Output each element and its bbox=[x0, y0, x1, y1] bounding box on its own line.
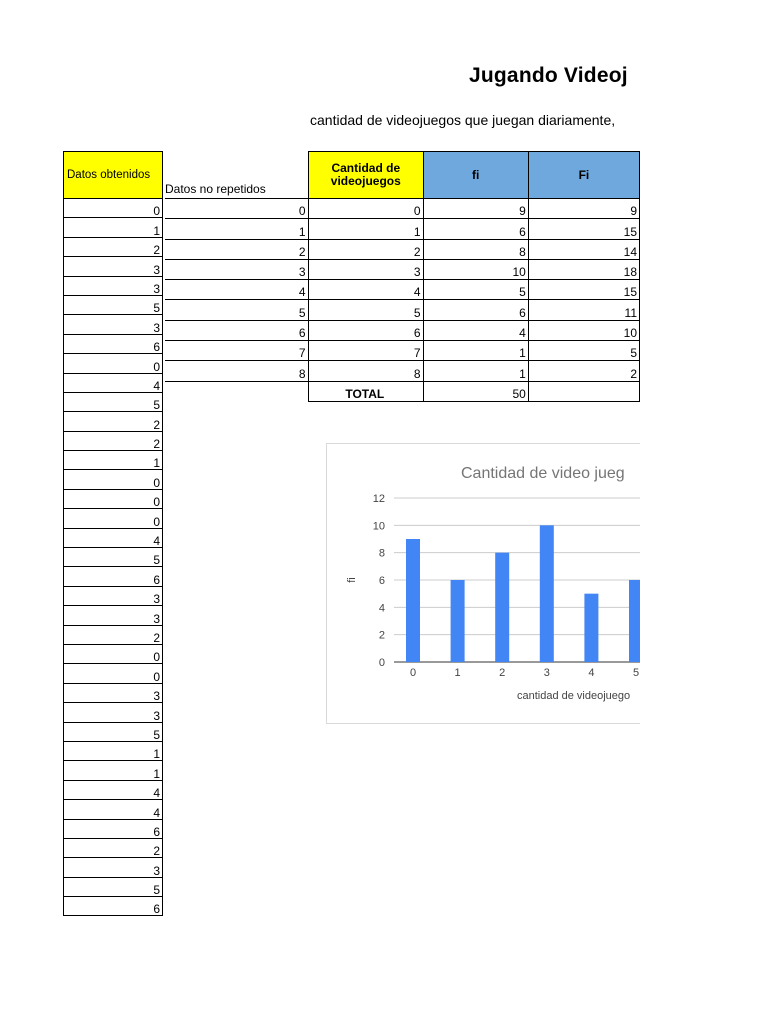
bar bbox=[406, 539, 420, 662]
freq-fi-cell[interactable]: 9 bbox=[423, 199, 528, 219]
datos-obtenidos-cell[interactable]: 3 bbox=[64, 858, 163, 877]
x-tick-label: 4 bbox=[588, 667, 595, 679]
datos-obtenidos-cell[interactable]: 3 bbox=[64, 606, 163, 625]
datos-obtenidos-cell[interactable]: 1 bbox=[64, 218, 163, 237]
datos-obtenidos-column bbox=[63, 151, 163, 916]
datos-obtenidos-cell[interactable]: 6 bbox=[64, 334, 163, 353]
freq-fi-cell[interactable]: 10 bbox=[423, 259, 528, 279]
freq-x-cell[interactable]: 5 bbox=[309, 300, 424, 320]
freq-Fi-cell[interactable]: 15 bbox=[528, 219, 639, 239]
datos-no-repetidos-cell[interactable]: 5 bbox=[165, 300, 308, 320]
freq-Fi-cell[interactable]: 9 bbox=[528, 199, 639, 219]
datos-no-repetidos-cell[interactable]: 8 bbox=[165, 361, 308, 381]
datos-obtenidos-cell[interactable]: 0 bbox=[64, 199, 163, 218]
page-subtitle: cantidad de videojuegos que juegan diariamente, bbox=[310, 112, 616, 128]
freq-row bbox=[309, 280, 640, 300]
datos-obtenidos-cell[interactable]: 0 bbox=[64, 644, 163, 663]
datos-obtenidos-cell[interactable]: 1 bbox=[64, 451, 163, 470]
x-tick-label: 2 bbox=[499, 667, 506, 679]
datos-obtenidos-cell[interactable]: 1 bbox=[64, 741, 163, 760]
total-value[interactable]: 50 bbox=[423, 381, 528, 401]
freq-row bbox=[309, 320, 640, 340]
chart-title: Cantidad de video jueg bbox=[461, 465, 625, 482]
freq-row bbox=[309, 219, 640, 239]
cantidad-header[interactable] bbox=[309, 152, 424, 199]
total-empty-cell[interactable] bbox=[528, 381, 639, 401]
datos-obtenidos-cell[interactable]: 5 bbox=[64, 877, 163, 896]
freq-x-cell[interactable]: 7 bbox=[309, 341, 424, 361]
datos-obtenidos-cell[interactable]: 3 bbox=[64, 683, 163, 702]
datos-obtenidos-cell[interactable]: 4 bbox=[64, 528, 163, 547]
y-tick-label: 2 bbox=[378, 629, 385, 642]
freq-Fi-cell[interactable]: 15 bbox=[528, 280, 639, 300]
datos-no-repetidos-header[interactable]: Datos no repetidos bbox=[165, 182, 266, 196]
datos-obtenidos-cell[interactable]: 0 bbox=[64, 470, 163, 489]
datos-obtenidos-cell[interactable]: 2 bbox=[64, 431, 163, 450]
bar-chart[interactable] bbox=[326, 443, 640, 724]
chart-svg bbox=[327, 444, 640, 723]
x-tick-label: 5 bbox=[632, 667, 640, 679]
freq-x-cell[interactable]: 4 bbox=[309, 280, 424, 300]
freq-fi-cell[interactable]: 8 bbox=[423, 239, 528, 259]
datos-obtenidos-cell[interactable]: 4 bbox=[64, 780, 163, 799]
datos-obtenidos-cell[interactable]: 5 bbox=[64, 295, 163, 314]
y-tick-label: 8 bbox=[378, 547, 385, 560]
datos-obtenidos-cell[interactable]: 3 bbox=[64, 276, 163, 295]
datos-obtenidos-cell[interactable]: 1 bbox=[64, 761, 163, 780]
datos-no-repetidos-cell[interactable]: 6 bbox=[165, 320, 308, 340]
freq-x-cell[interactable]: 6 bbox=[309, 320, 424, 340]
page-title: Jugando Videoj bbox=[469, 64, 628, 87]
x-tick-label: 0 bbox=[409, 667, 417, 679]
freq-row bbox=[309, 239, 640, 259]
y-tick-label: 0 bbox=[378, 657, 385, 669]
freq-x-cell[interactable]: 1 bbox=[309, 219, 424, 239]
datos-obtenidos-cell[interactable]: 0 bbox=[64, 489, 163, 508]
bar bbox=[629, 580, 640, 662]
datos-obtenidos-cell[interactable]: 6 bbox=[64, 819, 163, 838]
datos-obtenidos-cell[interactable]: 5 bbox=[64, 392, 163, 411]
freq-x-cell[interactable]: 3 bbox=[309, 259, 424, 279]
x-axis-label: cantidad de videojuego bbox=[517, 690, 631, 702]
freq-fi-cell[interactable]: 5 bbox=[423, 280, 528, 300]
freq-x-cell[interactable]: 8 bbox=[309, 361, 424, 381]
bar bbox=[451, 580, 465, 662]
datos-obtenidos-cell[interactable]: 3 bbox=[64, 586, 163, 605]
datos-obtenidos-cell[interactable]: 0 bbox=[64, 509, 163, 528]
datos-obtenidos-cell[interactable]: 2 bbox=[64, 625, 163, 644]
freq-fi-cell[interactable]: 6 bbox=[423, 300, 528, 320]
y-axis-label: fi bbox=[346, 577, 358, 583]
y-tick-label: 6 bbox=[378, 575, 385, 587]
datos-obtenidos-cell[interactable]: 6 bbox=[64, 567, 163, 586]
y-tick-label: 4 bbox=[378, 602, 385, 615]
datos-no-repetidos-column bbox=[165, 198, 309, 382]
bar bbox=[540, 525, 554, 662]
datos-obtenidos-cell[interactable]: 2 bbox=[64, 412, 163, 431]
freq-x-cell[interactable]: 0 bbox=[309, 199, 424, 219]
cantidad-header-line1: Cantidad de bbox=[331, 161, 401, 175]
datos-obtenidos-cell[interactable]: 3 bbox=[64, 257, 163, 276]
freq-Fi-cell[interactable]: 11 bbox=[528, 300, 639, 320]
datos-obtenidos-cell[interactable]: 4 bbox=[64, 373, 163, 392]
freq-fi-cell[interactable]: 1 bbox=[423, 361, 528, 381]
datos-no-repetidos-cell[interactable]: 4 bbox=[165, 280, 308, 300]
freq-x-cell[interactable]: 2 bbox=[309, 239, 424, 259]
datos-obtenidos-cell[interactable]: 2 bbox=[64, 237, 163, 256]
cantidad-header-line2: videojuegos bbox=[330, 174, 401, 188]
datos-no-repetidos-cell[interactable]: 7 bbox=[165, 341, 308, 361]
datos-obtenidos-cell[interactable]: 6 bbox=[64, 897, 163, 916]
datos-obtenidos-cell[interactable]: 2 bbox=[64, 838, 163, 857]
fi-header[interactable]: fi bbox=[423, 152, 528, 199]
datos-obtenidos-cell[interactable]: 3 bbox=[64, 315, 163, 334]
datos-obtenidos-cell[interactable]: 0 bbox=[64, 354, 163, 373]
bar bbox=[584, 594, 598, 662]
datos-no-repetidos-cell[interactable]: 1 bbox=[165, 219, 308, 239]
freq-row bbox=[309, 199, 640, 219]
freq-row bbox=[309, 259, 640, 279]
freq-row bbox=[309, 300, 640, 320]
datos-obtenidos-cell[interactable]: 0 bbox=[64, 664, 163, 683]
bar bbox=[495, 553, 509, 662]
freq-row bbox=[309, 361, 640, 381]
freq-Fi-cell[interactable]: 5 bbox=[528, 341, 639, 361]
total-label[interactable]: TOTAL bbox=[309, 381, 424, 401]
datos-no-repetidos-cell[interactable]: 2 bbox=[165, 239, 308, 259]
freq-fi-cell[interactable]: 6 bbox=[423, 219, 528, 239]
datos-obtenidos-cell[interactable]: 5 bbox=[64, 548, 163, 567]
freq-Fi-cell[interactable]: 2 bbox=[528, 361, 639, 381]
datos-no-repetidos-cell[interactable]: 3 bbox=[165, 259, 308, 279]
x-tick-label: 1 bbox=[454, 667, 461, 679]
datos-obtenidos-cell[interactable]: 5 bbox=[64, 722, 163, 741]
freq-fi-cell[interactable]: 4 bbox=[423, 320, 528, 340]
x-tick-label: 3 bbox=[543, 667, 550, 679]
freq-Fi-cell[interactable]: 14 bbox=[528, 239, 639, 259]
y-tick-label: 12 bbox=[372, 493, 385, 505]
datos-obtenidos-cell[interactable]: 4 bbox=[64, 800, 163, 819]
freq-fi-cell[interactable]: 1 bbox=[423, 341, 528, 361]
frequency-table bbox=[308, 151, 640, 402]
datos-obtenidos-header[interactable]: Datos obtenidos bbox=[64, 152, 163, 199]
freq-row bbox=[309, 341, 640, 361]
Fi-header[interactable]: Fi bbox=[528, 152, 639, 199]
freq-Fi-cell[interactable]: 18 bbox=[528, 259, 639, 279]
freq-Fi-cell[interactable]: 10 bbox=[528, 320, 639, 340]
y-tick-label: 10 bbox=[372, 520, 385, 533]
datos-obtenidos-cell[interactable]: 3 bbox=[64, 703, 163, 722]
datos-no-repetidos-cell[interactable]: 0 bbox=[165, 199, 308, 219]
